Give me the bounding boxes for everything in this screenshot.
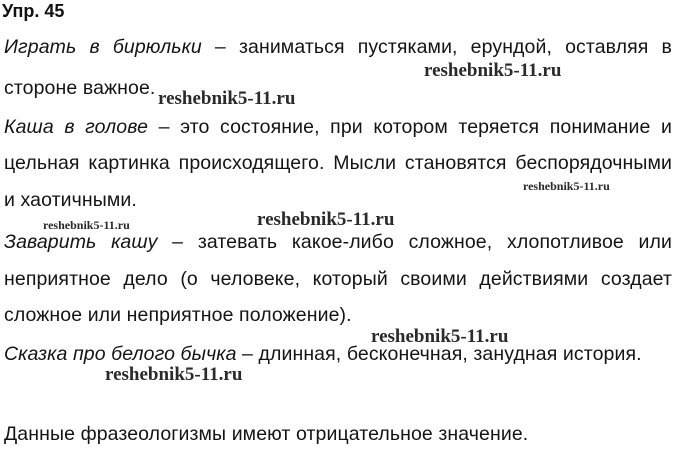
entry-1-definition: – заниматься пустяками, ерундой, оставляя в xyxy=(201,36,673,58)
watermark: reshebnik5-11.ru xyxy=(371,326,509,347)
entry-4-definition: – длинная, бесконечная, занудная история. xyxy=(236,343,642,365)
watermark: reshebnik5-11.ru xyxy=(158,88,296,109)
watermark: reshebnik5-11.ru xyxy=(523,179,610,193)
watermark: reshebnik5-11.ru xyxy=(43,218,130,232)
watermark: reshebnik5-11.ru xyxy=(105,364,243,385)
entry-3-idiom: Заварить кашу xyxy=(4,231,158,253)
entry-1-line-2: стороне важное. xyxy=(4,77,156,99)
entry-4-line-1 xyxy=(4,343,642,366)
entry-1-line-1 xyxy=(4,36,672,59)
entry-2-line-3: и хаотичными. xyxy=(4,189,137,211)
watermark: reshebnik5-11.ru xyxy=(257,209,395,230)
conclusion-text: Данные фразеологизмы имеют отрицательное значение. xyxy=(4,423,529,445)
entry-2-idiom: Каша в голове xyxy=(4,116,149,138)
watermark: reshebnik5-11.ru xyxy=(424,60,562,81)
entry-4-idiom: Сказка про белого бычка xyxy=(4,343,237,365)
entry-3-line-2: неприятное дело (о человеке, который своими действиями создает xyxy=(4,268,672,290)
entry-2-line-2: цельная картинка происходящего. Мысли становятся беспорядочными xyxy=(4,152,672,174)
entry-2-line-1 xyxy=(4,116,672,139)
entry-2-definition: – это состояние, при котором теряется понимание и xyxy=(148,116,672,138)
entry-3-definition: – затевать какое-либо сложное, хлопотливое или xyxy=(157,231,672,253)
entry-3-line-1 xyxy=(4,231,672,254)
entry-1-idiom: Играть в бирюльки xyxy=(4,36,202,58)
exercise-heading: Упр. 45 xyxy=(2,1,65,21)
entry-3-line-3: сложное или неприятное положение). xyxy=(4,304,352,326)
